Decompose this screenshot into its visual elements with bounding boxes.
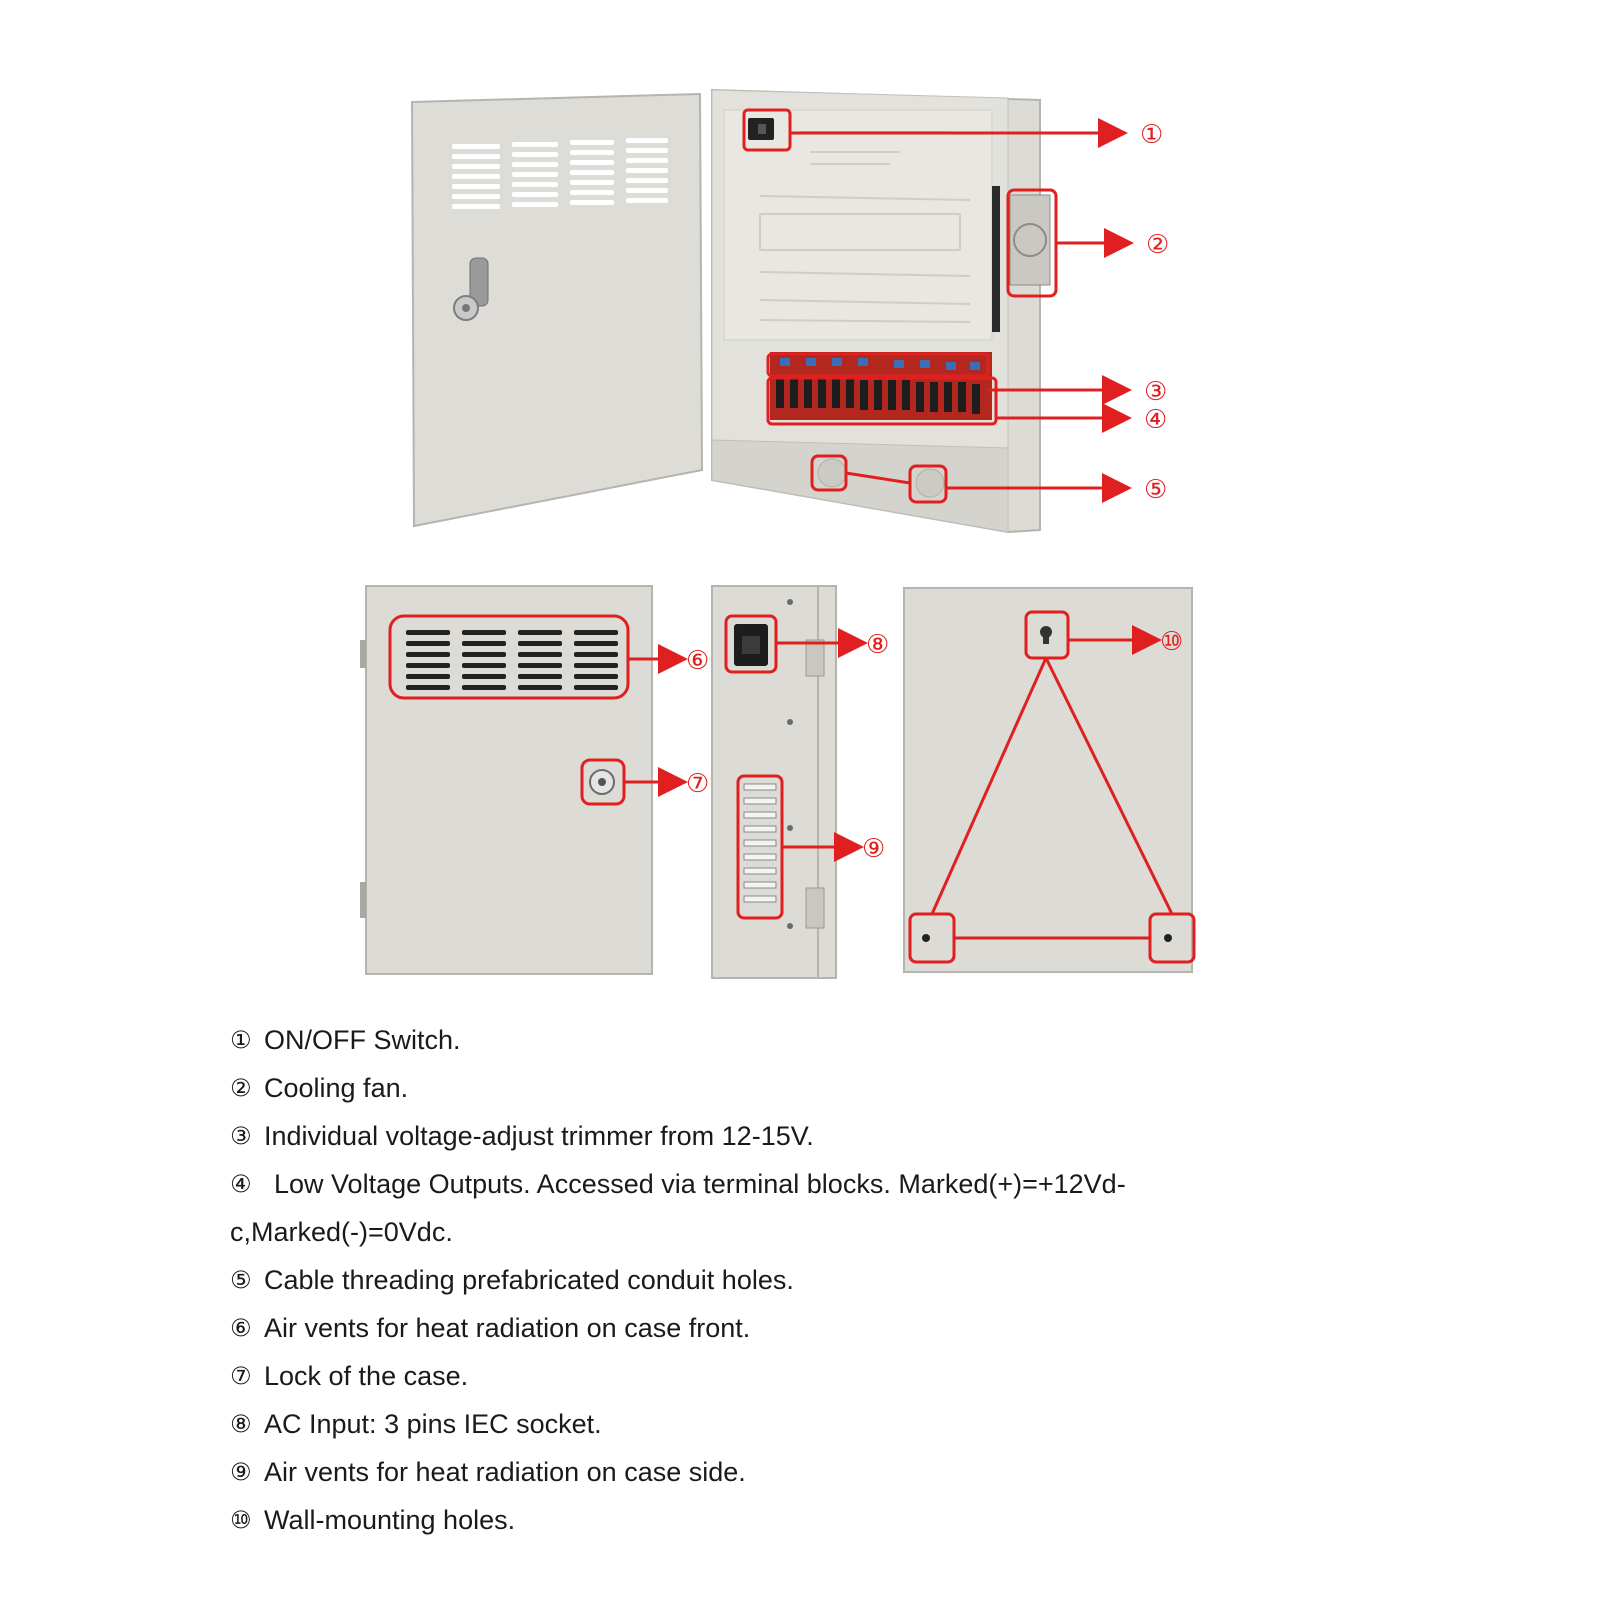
legend-num: ⑦ bbox=[230, 1362, 252, 1390]
legend-item-4 bbox=[230, 1160, 1470, 1208]
side-vents bbox=[744, 784, 776, 902]
legend-num: ① bbox=[230, 1026, 252, 1054]
callout-num-9: ⑨ bbox=[862, 834, 886, 864]
legend-label: Cooling fan. bbox=[264, 1072, 409, 1103]
legend-num: ⑨ bbox=[230, 1458, 252, 1486]
legend-num: ⑤ bbox=[230, 1266, 252, 1294]
callout-num-2: ② bbox=[1146, 230, 1170, 260]
legend-label: Air vents for heat radiation on case front. bbox=[264, 1312, 751, 1343]
legend-label: Low Voltage Outputs. Accessed via terminal blocks. Marked(+)=+12Vd- bbox=[274, 1168, 1126, 1199]
callout-num-10: ⑩ bbox=[1160, 627, 1184, 657]
open-cabinet bbox=[412, 90, 1050, 532]
legend-label: Wall-mounting holes. bbox=[264, 1504, 516, 1535]
legend-item-7 bbox=[230, 1352, 1470, 1400]
legend-num: ④ bbox=[230, 1170, 252, 1198]
legend-label: Individual voltage-adjust trimmer from 12-15V. bbox=[264, 1120, 814, 1151]
case-front-view bbox=[360, 586, 652, 974]
callout-num-7: ⑦ bbox=[686, 769, 710, 799]
legend-item-3 bbox=[230, 1112, 1470, 1160]
cooling-fan bbox=[1010, 195, 1050, 285]
legend-item-6 bbox=[230, 1304, 1470, 1352]
legend-item-10 bbox=[230, 1496, 1470, 1544]
legend-item-5 bbox=[230, 1256, 1470, 1304]
callout-legend bbox=[230, 1016, 1470, 1544]
legend-label: Lock of the case. bbox=[264, 1360, 469, 1391]
callout-num-3: ③ bbox=[1144, 377, 1168, 407]
legend-label: ON/OFF Switch. bbox=[264, 1024, 461, 1055]
legend-label: Air vents for heat radiation on case side. bbox=[264, 1456, 746, 1487]
callout-num-1: ① bbox=[1140, 120, 1164, 150]
callout-num-4: ④ bbox=[1144, 405, 1168, 435]
legend-label: Cable threading prefabricated conduit holes. bbox=[264, 1264, 794, 1295]
callout-num-5: ⑤ bbox=[1144, 475, 1168, 505]
callout-num-8: ⑧ bbox=[866, 630, 890, 660]
callout-num-6: ⑥ bbox=[686, 646, 710, 676]
legend-num: ② bbox=[230, 1074, 252, 1102]
legend-item-1 bbox=[230, 1016, 1470, 1064]
legend-item-4-continuation: c,Marked(-)=0Vdc. bbox=[230, 1216, 453, 1247]
legend-item-9 bbox=[230, 1448, 1470, 1496]
legend-item-2 bbox=[230, 1064, 1470, 1112]
legend-label: AC Input: 3 pins IEC socket. bbox=[264, 1408, 602, 1439]
legend-item-8 bbox=[230, 1400, 1470, 1448]
legend-num: ⑥ bbox=[230, 1314, 252, 1342]
legend-num: ⑧ bbox=[230, 1410, 252, 1438]
legend-num: ⑩ bbox=[230, 1506, 252, 1534]
legend-num: ③ bbox=[230, 1122, 252, 1150]
